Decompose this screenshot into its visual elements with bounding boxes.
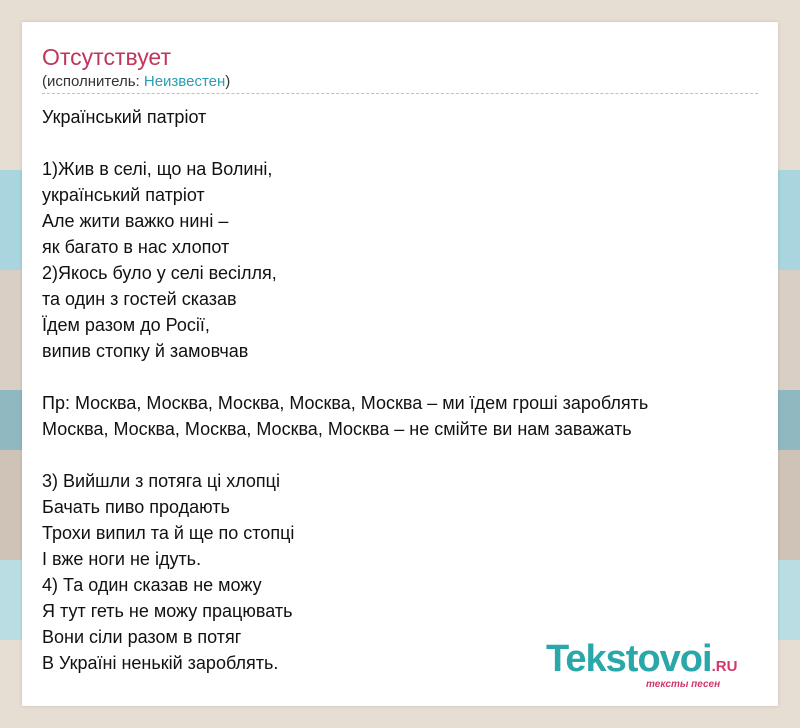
lyric-line [42, 130, 762, 156]
artist-prefix: (исполнитель: [42, 73, 144, 90]
lyric-line: Москва, Москва, Москва, Москва, Москва – не смійте ви нам заважать [42, 419, 632, 439]
lyric-line: Я тут геть не можу працювать [42, 601, 293, 621]
lyric-line: та один з гостей сказав [42, 289, 237, 309]
lyric-line: Але жити важко нині – [42, 211, 229, 231]
lyric-line: 2)Якось було у селі весілля, [42, 263, 277, 283]
lyric-line: 4) Та один сказав не можу [42, 575, 262, 595]
lyrics-text [42, 104, 762, 676]
lyric-line: як багато в нас хлопот [42, 237, 230, 257]
lyric-line: Український патріот [42, 107, 207, 127]
logo-tagline: тексты песен [646, 679, 721, 690]
logo-wordmark: Tekstovoi [546, 638, 712, 680]
lyric-line: 1)Жив в селі, що на Волині, [42, 159, 273, 179]
lyric-line: Пр: Москва, Москва, Москва, Москва, Москва – ми їдем гроші зароблять [42, 393, 649, 413]
lyric-line: Вони сіли разом в потяг [42, 627, 242, 647]
header-divider [42, 93, 758, 94]
lyric-line: І вже ноги не ідуть. [42, 549, 202, 569]
lyrics-card [22, 22, 778, 706]
lyric-line [42, 442, 762, 468]
lyric-line: випив стопку й замовчав [42, 341, 249, 361]
artist-suffix: ) [225, 73, 231, 90]
lyric-line: В Україні ненькій зароблять. [42, 653, 279, 673]
song-title: Отсутствует [42, 44, 171, 70]
lyric-line: Трохи випил та й ще по стопці [42, 523, 295, 543]
artist-line [42, 72, 230, 92]
site-logo[interactable] [546, 638, 738, 690]
lyric-line: 3) Вийшли з потяга ці хлопці [42, 471, 280, 491]
lyric-line: український патріот [42, 185, 205, 205]
logo-tld: .RU [711, 658, 738, 675]
lyric-line [42, 364, 762, 390]
artist-link[interactable]: Неизвестен [143, 73, 226, 90]
lyric-line: Їдем разом до Росії, [42, 315, 210, 335]
lyric-line: Бачать пиво продають [42, 497, 230, 517]
